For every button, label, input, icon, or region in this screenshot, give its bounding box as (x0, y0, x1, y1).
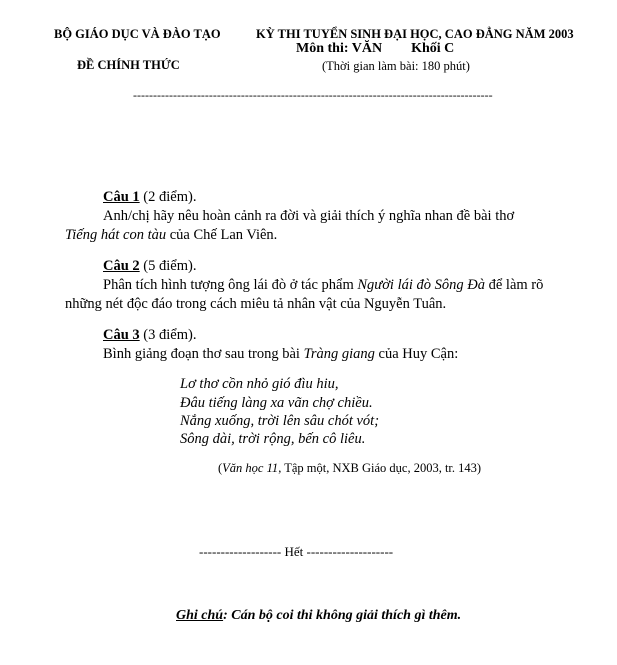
question-3-text (103, 345, 458, 364)
exam-block: Khối C (411, 41, 455, 56)
question-1-heading (103, 188, 196, 207)
exam-subject: Môn thi: VĂN (296, 41, 383, 56)
question-2-heading (103, 257, 196, 276)
question-2-text-middle: để làm rõ (485, 277, 544, 293)
poem-line: Đâu tiếng làng xa vãn chợ chiều. (180, 395, 373, 411)
poem-line: Sông dài, trời rộng, bến cô liêu. (180, 431, 366, 447)
question-2-text-start: Phân tích hình tượng ông lái đò ở tác phẩm (103, 277, 358, 293)
poem-line: Lơ thơ cồn nhỏ gió đìu hiu, (180, 376, 339, 392)
footer-note-label: Ghi chú (176, 608, 224, 623)
header-divider: ------------------------------------------------------------------------------------------ (133, 88, 493, 102)
question-1-text-continued (65, 226, 277, 245)
poem-source-title: Văn học 11 (222, 461, 279, 475)
question-3-label: Câu 3 (103, 327, 140, 343)
exam-duration: (Thời gian làm bài: 180 phút) (322, 59, 470, 73)
question-1-points: (2 điểm). (139, 189, 197, 205)
question-2-work-title: Người lái đò Sông Đà (357, 277, 485, 293)
question-2-label: Câu 2 (103, 258, 140, 274)
poem-line: Nắng xuống, trời lên sâu chót vót; (180, 413, 380, 429)
question-3-work-title: Tràng giang (303, 346, 375, 362)
question-2-text (103, 276, 543, 295)
question-3-text-end: của Huy Cận: (374, 346, 459, 362)
question-1-label: Câu 1 (103, 189, 140, 205)
ministry-name: BỘ GIÁO DỤC VÀ ĐÀO TẠO (54, 27, 221, 41)
exam-subject-line (296, 41, 454, 57)
exam-title: KỲ THI TUYỂN SINH ĐẠI HỌC, CAO ĐẲNG NĂM 2003 (256, 27, 574, 41)
official-exam-label: ĐỀ CHÍNH THỨC (77, 58, 180, 72)
question-3-heading (103, 326, 196, 345)
question-2-text-continued: những nét độc đáo trong cách miêu tả nhân vật của Nguyễn Tuân. (65, 296, 447, 312)
question-3-points: (3 điểm). (139, 327, 197, 343)
poem-source (218, 461, 481, 476)
footer-note (176, 608, 461, 624)
poem-source-open: ( (218, 461, 223, 475)
question-1-text: Anh/chị hãy nêu hoàn cảnh ra đời và giải thích ý nghĩa nhan đề bài thơ (103, 208, 515, 224)
question-2-points: (5 điểm). (139, 258, 197, 274)
poem-source-details: , Tập một, NXB Giáo dục, 2003, tr. 143) (278, 461, 482, 475)
question-1-work-title: Tiếng hát con tàu (65, 227, 167, 243)
question-3-text-start: Bình giảng đoạn thơ sau trong bài (103, 346, 304, 362)
question-1-text-end: của Chế Lan Viên. (166, 227, 278, 243)
end-marker: ------------------- Hết -------------------- (199, 544, 394, 559)
footer-note-text: : Cán bộ coi thi không giải thích gì thêm. (223, 608, 462, 623)
